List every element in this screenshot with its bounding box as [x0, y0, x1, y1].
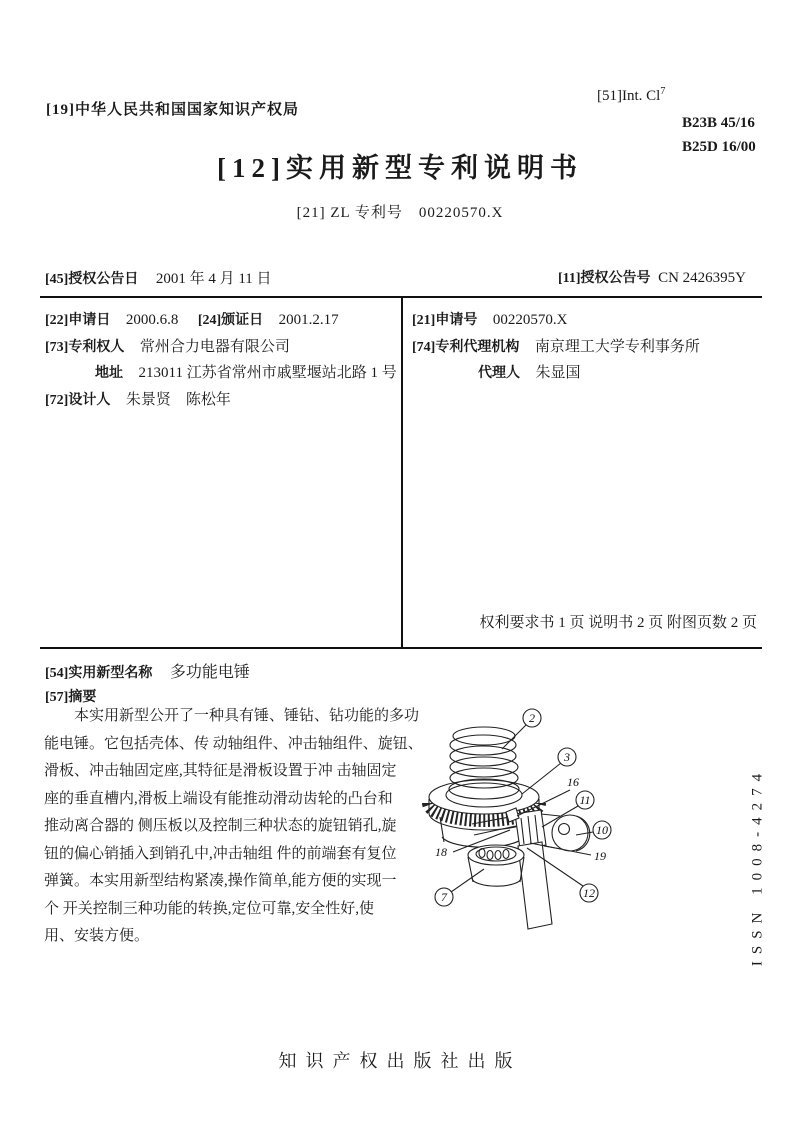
utility-model-name-value: 多功能电锤	[169, 664, 250, 681]
divider-line-bottom	[40, 647, 762, 649]
figure-callout-18: 18	[435, 845, 447, 859]
document-title: [12]实用新型专利说明书	[217, 153, 583, 183]
filing-date-value: 2000.6.8	[125, 312, 179, 328]
issuing-office: [19]中华人民共和国国家知识产权局	[46, 102, 299, 118]
figure-callout-3: 3	[564, 750, 570, 764]
agent-label: 代理人	[478, 366, 520, 381]
patent-number-line: [21] ZL 专利号 00220570.X	[296, 205, 504, 221]
application-number-value: 00220570.X	[492, 312, 568, 328]
abstract-line: 用、安装方便。	[44, 928, 150, 944]
cert-date-label: [24]颁证日	[197, 313, 264, 328]
figure-callout-2: 2	[529, 711, 535, 725]
abstract-line: 滑板、冲击轴固定座,其特征是滑板设置于冲 击轴固定	[44, 763, 397, 779]
grant-date-row	[45, 267, 272, 288]
ipc-code-2: B25D 16/00	[682, 139, 756, 155]
figure-callout-12: 12	[583, 886, 595, 900]
agent-row	[478, 361, 581, 382]
agency-label: [74]专利代理机构	[412, 340, 520, 355]
publication-number-value: CN 2426395Y	[658, 270, 746, 286]
address-row	[95, 361, 397, 382]
publication-number-row	[558, 267, 746, 287]
abstract-label: [57]摘要	[45, 690, 97, 705]
abstract-line: 本实用新型公开了一种具有锤、锤钻、钻功能的多功	[74, 708, 420, 724]
int-cl-line	[597, 86, 665, 105]
hammer-drawing	[420, 696, 722, 940]
int-cl-label: [51]Int. Cl	[597, 88, 661, 104]
abstract-line: 个 开关控制三种功能的转换,定位可靠,安全性好,使	[44, 900, 375, 917]
designer-value: 朱景贤 陈松年	[125, 392, 231, 408]
figure-callout-11: 11	[579, 793, 591, 807]
patent-figure	[420, 696, 722, 940]
agent-value: 朱显国	[535, 365, 581, 381]
application-number-label: [21]申请号	[412, 313, 478, 328]
application-number-row	[412, 309, 567, 329]
designer-row	[45, 388, 231, 409]
filing-date-row	[45, 309, 339, 329]
agency-row	[412, 335, 700, 356]
publication-number-label: [11]授权公告号	[558, 271, 651, 286]
patentee-row	[45, 335, 290, 356]
address-value: 213011 江苏省常州市戚墅堰站北路 1 号	[138, 365, 397, 381]
int-cl-sup: 7	[660, 86, 666, 97]
cert-date-value: 2001.2.17	[278, 312, 339, 328]
abstract-line: 弹簧。本实用新型结构紧凑,操作简单,能方便的实现一	[44, 873, 397, 889]
grant-date-value: 2001 年 4 月 11 日	[155, 271, 272, 287]
bracket-boss	[552, 815, 588, 851]
abstract-line: 座的垂直槽内,滑板上端设有能推动滑动齿轮的凸台和	[44, 790, 393, 807]
cup-bottom	[472, 878, 521, 886]
figure-callout-10: 10	[596, 823, 608, 837]
ipc-code-1: B23B 45/16	[682, 115, 755, 131]
figure-callout-7: 7	[441, 890, 447, 904]
abstract-line: 能电锤。它包括壳体、传 动轴组件、冲击轴组件、旋钮、	[44, 735, 423, 752]
utility-model-name-label: [54]实用新型名称	[45, 666, 153, 681]
figure-callout-19: 19	[594, 849, 606, 863]
agency-value: 南京理工大学专利事务所	[534, 339, 700, 355]
pages-note: 权利要求书 1 页 说明书 2 页 附图页数 2 页	[479, 615, 757, 631]
figure-callout-16: 16	[567, 775, 579, 789]
abstract-line: 推动离合器的 侧压板以及控制三种状态的旋钮销孔,旋	[44, 818, 397, 834]
abstract-text	[44, 703, 423, 951]
address-label: 地址	[95, 366, 123, 381]
patentee-label: [73]专利权人	[45, 340, 125, 355]
utility-model-name-row	[45, 659, 250, 682]
abstract-line: 钮的偏心销插入到销孔中,冲击轴组 件的前端套有复位	[44, 845, 397, 862]
grant-date-label: [45]授权公告日	[45, 272, 139, 287]
issn-number: ISSN 1008-4274	[749, 766, 766, 967]
designer-label: [72]设计人	[45, 393, 111, 408]
publisher-line: 知识产权出版社出版	[278, 1051, 522, 1071]
filing-date-label: [22]申请日	[45, 313, 111, 328]
column-divider-line	[401, 296, 403, 647]
patentee-value: 常州合力电器有限公司	[139, 339, 290, 355]
